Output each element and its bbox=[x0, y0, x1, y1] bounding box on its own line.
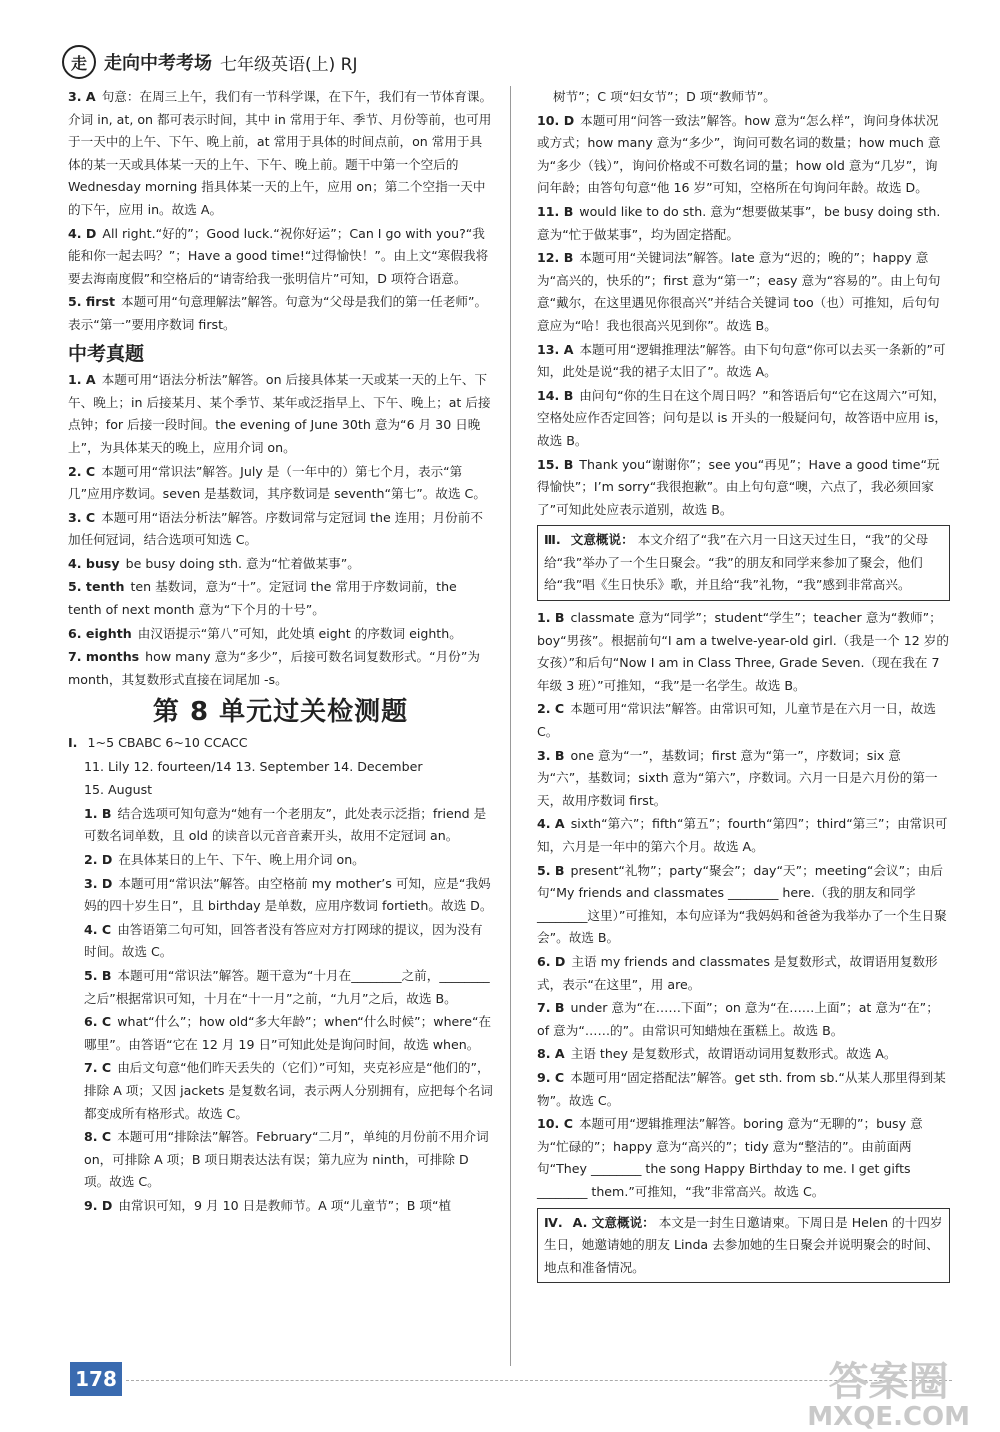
answer-explanation: 本题可用“常识法”解答。由空格前 my mother’s 可知，应是“我妈妈的四十岁生日”，且 birthday 是单数，应用序数词 fortieth。故选 D。 bbox=[84, 875, 493, 914]
answer-number: 4. busy bbox=[68, 555, 120, 571]
answer-entry bbox=[68, 1057, 493, 1125]
answer-entry bbox=[537, 607, 950, 697]
answer-entry bbox=[537, 339, 950, 384]
answer-entry bbox=[537, 1043, 950, 1066]
answer-explanation: 本题可用“固定搭配法”解答。get sth. from sb.“从某人那里得到某物”。故选 C。 bbox=[537, 1069, 946, 1108]
watermark-logo bbox=[807, 1360, 970, 1430]
answer-entry bbox=[537, 951, 950, 996]
section-title-zhongkao: 中考真题 bbox=[68, 342, 145, 365]
brand-logo-icon: 走 bbox=[62, 45, 96, 79]
answer-entry bbox=[68, 369, 493, 459]
answer-explanation: would like to do sth. 意为“想要做某事”，be busy doing sth. 意为“忙于做某事”，均为固定搭配。 bbox=[537, 203, 941, 242]
answer-entry bbox=[537, 745, 950, 813]
answer-number: 7. months bbox=[68, 649, 140, 665]
part-4-label: Ⅳ. bbox=[544, 1214, 563, 1230]
answer-explanation: Thank you“谢谢你”；see you“再见”；Have a good time“玩得愉快”；I’m sorry“我很抱歉”。由上句句意“噢，六点了，我必须回家了”可知此处应表示道别，故选 B。 bbox=[537, 456, 940, 517]
answer-entry bbox=[68, 1195, 493, 1218]
answer-entry bbox=[537, 385, 950, 453]
answer-number: 6. D bbox=[537, 953, 566, 969]
part-1-line: 1~5 CBABC 6~10 CCACC bbox=[87, 735, 248, 751]
right-column bbox=[537, 86, 950, 1289]
answer-explanation: 由后文句意“他们昨天丢失的（它们）”可知，夹克衫应是“他们的”，排除 A 项；又因 jackets 是复数名词，表示两人分别拥有，应把每个名词都变成所有格形式。故选 C。 bbox=[84, 1060, 493, 1121]
answer-number: 1. B bbox=[537, 610, 565, 626]
answer-entry bbox=[68, 1011, 493, 1056]
answer-entry bbox=[68, 803, 493, 848]
answer-explanation: 本题可用“排除法”解答。February“二月”，单纯的月份前不用介词 on，可排除 A 项；B 项日期表达法有误；第九应为 ninth，可排除 D 项。故选 C。 bbox=[84, 1129, 489, 1190]
answer-number: 3. C bbox=[68, 509, 96, 525]
answer-number: 9. D bbox=[84, 1197, 113, 1213]
answer-number: 12. B bbox=[537, 250, 574, 266]
answer-number: 4. A bbox=[537, 816, 565, 832]
answer-entry bbox=[68, 223, 493, 291]
answer-entry bbox=[537, 454, 950, 522]
summary-box-part-3 bbox=[537, 525, 950, 601]
answer-entry bbox=[68, 576, 493, 621]
answer-number: 1. A bbox=[68, 372, 96, 388]
summary-text: 本文是一封生日邀请柬。下周日是 Helen 的十四岁生日，她邀请她的朋友 Linda 去参加她的生日聚会并说明聚会的时间、地点和准备情况。 bbox=[544, 1214, 943, 1275]
answer-explanation: 主语 they 是复数形式，故谓语动词用复数形式。故选 A。 bbox=[570, 1046, 897, 1062]
answer-number: 5. tenth bbox=[68, 579, 125, 595]
answer-explanation: 本题可用“语法分析法”解答。序数词常与定冠词 the 连用；月份前不加任何冠词，结合选项可知选 C。 bbox=[68, 509, 483, 548]
answer-number: 10. C bbox=[537, 1116, 573, 1132]
answer-entry bbox=[537, 698, 950, 743]
answer-entry bbox=[537, 1113, 950, 1203]
answer-number: 2. C bbox=[537, 701, 565, 717]
book-subtitle: 七年级英语(上) RJ bbox=[220, 54, 358, 75]
answer-entry bbox=[537, 247, 950, 337]
answer-explanation: what“什么”；how old“多大年龄”；when“什么时候”；where“在哪里”。由答语“它在 12 月 19 日”可知此处是询问时间，故选 when。 bbox=[84, 1014, 492, 1052]
column-divider bbox=[510, 86, 511, 1366]
answer-entry bbox=[68, 1126, 493, 1194]
watermark-url: MXQE.COM bbox=[807, 1402, 970, 1432]
answer-explanation: 本题可用“语法分析法”解答。on 后接具体某一天或某一天的上午、下午、晚上；in 后接某月、某个季节、某年或泛指早上、下午、晚上；at 后接点钟；for 后接一段时间。the evening of June 30th 意为“6 月 30 日晚上”，为具体某天的晚上，应用介词 on。 bbox=[68, 372, 491, 455]
answer-number: 6. C bbox=[84, 1014, 112, 1030]
answer-explanation: 由常识可知，9 月 10 日是教师节。A 项“儿童节”；B 项“植 bbox=[118, 1197, 452, 1213]
answer-entry bbox=[537, 201, 950, 246]
answer-entry bbox=[68, 86, 493, 222]
page-number: 178 bbox=[70, 1362, 122, 1396]
answer-entry bbox=[537, 997, 950, 1042]
answer-explanation: 句意：在周三上午，我们有一节科学课，在下午，我们有一节体育课。介词 in, at, on 都可表示时间，其中 in 常用于年、季节、月份等前，也可用于一天中的上午、下午、晚上前，at 常用于具体的时间点前，on 常用于具体的某一天或具体某一天的上午、下午、晚上前。题干中第一个空后的 Wednesday morning 指具体某一天的上午，应用 on；第二个空指一天中的下午，应用 in。故选 A。 bbox=[68, 89, 493, 217]
continued-text: 树节”；C 项“妇女节”；D 项“教师节”。 bbox=[553, 89, 776, 104]
left-column bbox=[68, 86, 493, 1219]
answer-number: 7. B bbox=[537, 1000, 565, 1016]
part-1-line-row: 11. Lily 12. fourteen/14 13. September 14. December bbox=[84, 758, 423, 774]
answer-number: 14. B bbox=[537, 387, 574, 403]
answer-entry bbox=[68, 965, 493, 1010]
summary-label: 文意概说： bbox=[570, 532, 634, 548]
answer-entry bbox=[537, 110, 950, 200]
answer-number: 5. B bbox=[537, 862, 565, 878]
answer-number: 5. B bbox=[84, 967, 112, 983]
answer-number: 2. D bbox=[84, 852, 113, 867]
answer-number: 8. A bbox=[537, 1046, 565, 1062]
answer-explanation: present“礼物”；party“聚会”；day“天”；meeting“会议”；由后句“My friends and classmates ________ here.（我的朋友和同学________这里）”可推知，本句应译为“我妈妈和爸爸为我举办了一个生日聚会”。故选 B。 bbox=[537, 862, 947, 946]
answer-number: 10. D bbox=[537, 112, 575, 128]
answer-number: 3. B bbox=[537, 747, 565, 763]
answer-number: 2. C bbox=[68, 463, 96, 479]
watermark-text: 答案圈 bbox=[828, 1359, 949, 1405]
answer-explanation: All right.“好的”；Good luck.“祝你好运”；Can I go with you?“我能和你一起去吗？”；Have a good time!“过得愉快！”。由上文“寒假我将要去海南度假”和空格后的“请寄给我一张明信片”可知，D 项符合语意。 bbox=[68, 225, 489, 286]
part-1 bbox=[68, 732, 493, 755]
answer-explanation: how many 意为“多少”，后接可数名词复数形式。“月份”为 month，其复数形式直接在词尾加 -s。 bbox=[68, 649, 480, 687]
answer-explanation: 本题可用“句意理解法”解答。句意为“父母是我们的第一任老师”。表示“第一”要用序数词 first。 bbox=[68, 294, 488, 332]
answer-entry bbox=[68, 553, 493, 576]
answer-explanation: 在具体某日的上午、下午、晚上用介词 on。 bbox=[118, 852, 365, 867]
answer-explanation: 由问句“你的生日在这个周日吗？”和答语后句“它在这周六”可知，空格处应作否定回答；问句是以 is 开头的一般疑问句，故答语中应用 is，故选 B。 bbox=[537, 387, 947, 448]
answer-entry bbox=[68, 873, 493, 918]
answer-entry bbox=[537, 813, 950, 858]
summary-box-part-4 bbox=[537, 1208, 950, 1284]
answer-explanation: 本题可用“逻辑推理法”解答。由下句句意“你可以去买一条新的”可知，此处是说“我的裙子太旧了”。故选 A。 bbox=[537, 341, 946, 380]
answer-explanation: 由汉语提示“第八”可知，此处填 eight 的序数词 eighth。 bbox=[137, 625, 462, 641]
answer-explanation: 本题可用“问答一致法”解答。how 意为“怎么样”，询问身体状况或方式；how many 意为“多少”，询问可数名词的数量；how much 意为“多少（钱）”，询问价格或不可数名词的量；how old 意为“几岁”，询问年龄；由答句句意“他 16 岁”可知，空格所在句询问年龄。故选 D。 bbox=[537, 112, 941, 196]
answer-number: 4. D bbox=[68, 225, 97, 241]
answer-explanation: ten 基数词，意为“十”。定冠词 the 常用于序数词前，the tenth of next month 意为“下个月的十号”。 bbox=[68, 579, 457, 618]
summary-text: 本文介绍了“我”在六月一日这天过生日，“我”的父母给“我”举办了一个生日聚会。“我”的朋友和同学来参加了聚会，他们给“我”唱《生日快乐》歌，并且给“我”礼物，“我”感到非常高兴。 bbox=[544, 532, 929, 593]
answer-number: 3. D bbox=[84, 875, 113, 891]
page-header bbox=[62, 44, 358, 80]
answer-number: 4. C bbox=[84, 921, 112, 937]
answer-explanation: 本题可用“常识法”解答。题干意为“十月在________之前，________之后”根据常识可知，十月在“十一月”之前，“九月”之后，故选 B。 bbox=[84, 967, 490, 1006]
answer-entry bbox=[537, 1067, 950, 1112]
brand-title: 走向中考考场 bbox=[104, 53, 212, 74]
answer-explanation: one 意为“一”，基数词；first 意为“第一”，序数词；six 意为“六”，基数词；sixth 意为“第六”，序数词。六月一日是六月份的第一天，故用序数词 first。 bbox=[537, 747, 938, 808]
answer-entry bbox=[68, 919, 493, 964]
answer-number: 9. C bbox=[537, 1069, 565, 1085]
answer-number: 6. eighth bbox=[68, 625, 132, 641]
part-1-label: Ⅰ. bbox=[68, 735, 78, 751]
answer-number: 1. B bbox=[84, 805, 112, 821]
answer-explanation: 本题可用“逻辑推理法”解答。boring 意为“无聊的”；busy 意为“忙碌的”；happy 意为“高兴的”；tidy 意为“整洁的”。由前面两句“They ________ the song Happy Birthday to me. I get gifts ________ them.”可推知，“我”非常高兴。故选 C。 bbox=[537, 1116, 923, 1199]
answer-entry bbox=[68, 461, 493, 506]
unit-title: 第 8 单元过关检测题 bbox=[152, 697, 409, 728]
answer-entry bbox=[68, 646, 493, 691]
answer-explanation: 结合选项可知句意为“她有一个老朋友”，此处表示泛指；friend 是可数名词单数，且 old 的读音以元音音素开头，故用不定冠词 an。 bbox=[84, 805, 487, 844]
answer-entry bbox=[68, 507, 493, 552]
part-1-line-row: 15. August bbox=[84, 782, 153, 798]
answer-number: 13. A bbox=[537, 341, 574, 357]
answer-explanation: 主语 my friends and classmates 是复数形式，故谓语用复数形式，表示“在这里”，用 are。 bbox=[537, 953, 938, 992]
answer-explanation: classmate 意为“同学”；student“学生”；teacher 意为“教师”；boy“男孩”。根据前句“I am a twelve-year-old girl.（我是一个 12 岁的女孩）”和后句“Now I am in Class Three, Grade Seven.（现在我在 7 年级 3 班）”可推知，“我”是一名学生。故选 B。 bbox=[537, 610, 949, 693]
answer-number: 5. first bbox=[68, 294, 115, 310]
answer-entry bbox=[537, 860, 950, 950]
answer-number: 7. C bbox=[84, 1060, 112, 1076]
answer-explanation: under 意为“在……下面”；on 意为“在……上面”；at 意为“在”；of 意为“……的”。由常识可知蜡烛在蛋糕上。故选 B。 bbox=[537, 1000, 939, 1038]
summary-label: A. 文意概说： bbox=[572, 1214, 655, 1230]
answer-number: 15. B bbox=[537, 456, 574, 472]
answer-number: 3. A bbox=[68, 89, 96, 104]
answer-entry bbox=[68, 291, 493, 336]
answer-entry bbox=[68, 623, 493, 646]
answer-number: 8. C bbox=[84, 1129, 112, 1145]
answer-explanation: 本题可用“常识法”解答。由常识可知，儿童节是在六月一日，故选 C。 bbox=[537, 701, 936, 740]
answer-number: 11. B bbox=[537, 203, 574, 219]
answer-explanation: be busy doing sth. 意为“忙着做某事”。 bbox=[125, 555, 360, 571]
answer-entry bbox=[68, 849, 493, 872]
answer-explanation: 由答语第二句可知，回答者没有答应对方打网球的提议，因为没有时间。故选 C。 bbox=[84, 921, 483, 960]
answer-explanation: 本题可用“关键词法”解答。late 意为“迟的；晚的”；happy 意为“高兴的，快乐的”；first 意为“第一”；easy 意为“容易的”。由上句句意“戴尔，在这里遇见你很高兴”并结合关键词 too（也）可推知，后句句意应为“哈！我也很高兴见到你”。故选 B。 bbox=[537, 250, 941, 333]
part-3-label: Ⅲ. bbox=[544, 532, 561, 548]
answer-explanation: sixth“第六”；fifth“第五”；fourth“第四”；third“第三”；由常识可知，六月是一年中的第六个月。故选 A。 bbox=[537, 816, 948, 854]
answer-explanation: 本题可用“常识法”解答。July 是（一年中的）第七个月，表示“第几”应用序数词。seven 是基数词，其序数词是 seventh“第七”。故选 C。 bbox=[68, 463, 486, 502]
